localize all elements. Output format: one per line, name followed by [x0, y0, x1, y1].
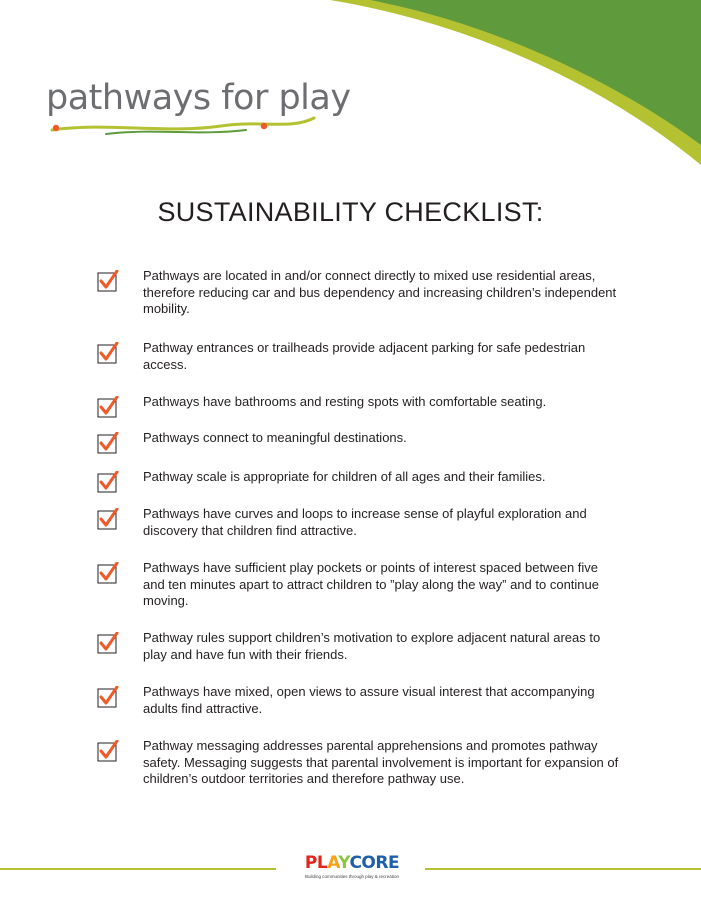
logo-text: pathways for play [46, 78, 351, 118]
playcore-logo [292, 853, 412, 893]
footer-divider-left [0, 868, 276, 870]
checklist-item-text: Pathway messaging addresses parental apprehensions and promotes pathway safety. Messaging suggests that parental involvement is important for expansion of children’s outdoor territories and therefore pathway use. [143, 738, 619, 786]
logo-swoosh-icon [46, 78, 366, 140]
checklist-item-text: Pathways have curves and loops to increase sense of playful exploration and discovery that children find attractive. [143, 506, 587, 538]
checked-box-icon [97, 432, 119, 454]
checked-box-icon [97, 270, 119, 292]
checked-box-icon [97, 471, 119, 493]
checked-box-icon [97, 342, 119, 364]
checklist-item-text: Pathway entrances or trailheads provide adjacent parking for safe pedestrian access. [143, 340, 586, 372]
checklist-item-text: Pathways have mixed, open views to assure visual interest that accompanying adults find attractive. [143, 684, 595, 716]
page-title: SUSTAINABILITY CHECKLIST: [157, 197, 544, 227]
checklist-item-text: Pathway scale is appropriate for children of all ages and their families. [143, 469, 546, 484]
checklist-item-text: Pathway rules support children’s motivation to explore adjacent natural areas to play and have fun with their friends. [143, 630, 601, 662]
checked-box-icon [97, 686, 119, 708]
checked-box-icon [97, 740, 119, 762]
checked-box-icon [97, 508, 119, 530]
checklist-item-text: Pathways are located in and/or connect directly to mixed use residential areas, therefore reducing car and bus dependency and increasing children’s independent mobility. [143, 268, 617, 316]
checklist-item-text: Pathways have sufficient play pockets or points of interest spaced between five and ten minutes apart to attract children to ”play along the way” and to continue moving. [143, 560, 599, 608]
brand-wordmark: PLAYCORE [304, 853, 400, 873]
pathways-for-play-logo [46, 78, 366, 140]
brand-tagline: Building communities through play & recreation [304, 874, 400, 879]
checklist-item-text: Pathways have bathrooms and resting spots with comfortable seating. [143, 394, 547, 409]
checklist-item-text: Pathways connect to meaningful destinations. [143, 430, 407, 445]
checked-box-icon [97, 396, 119, 418]
footer-divider-right [425, 868, 701, 870]
checked-box-icon [97, 562, 119, 584]
checked-box-icon [97, 632, 119, 654]
